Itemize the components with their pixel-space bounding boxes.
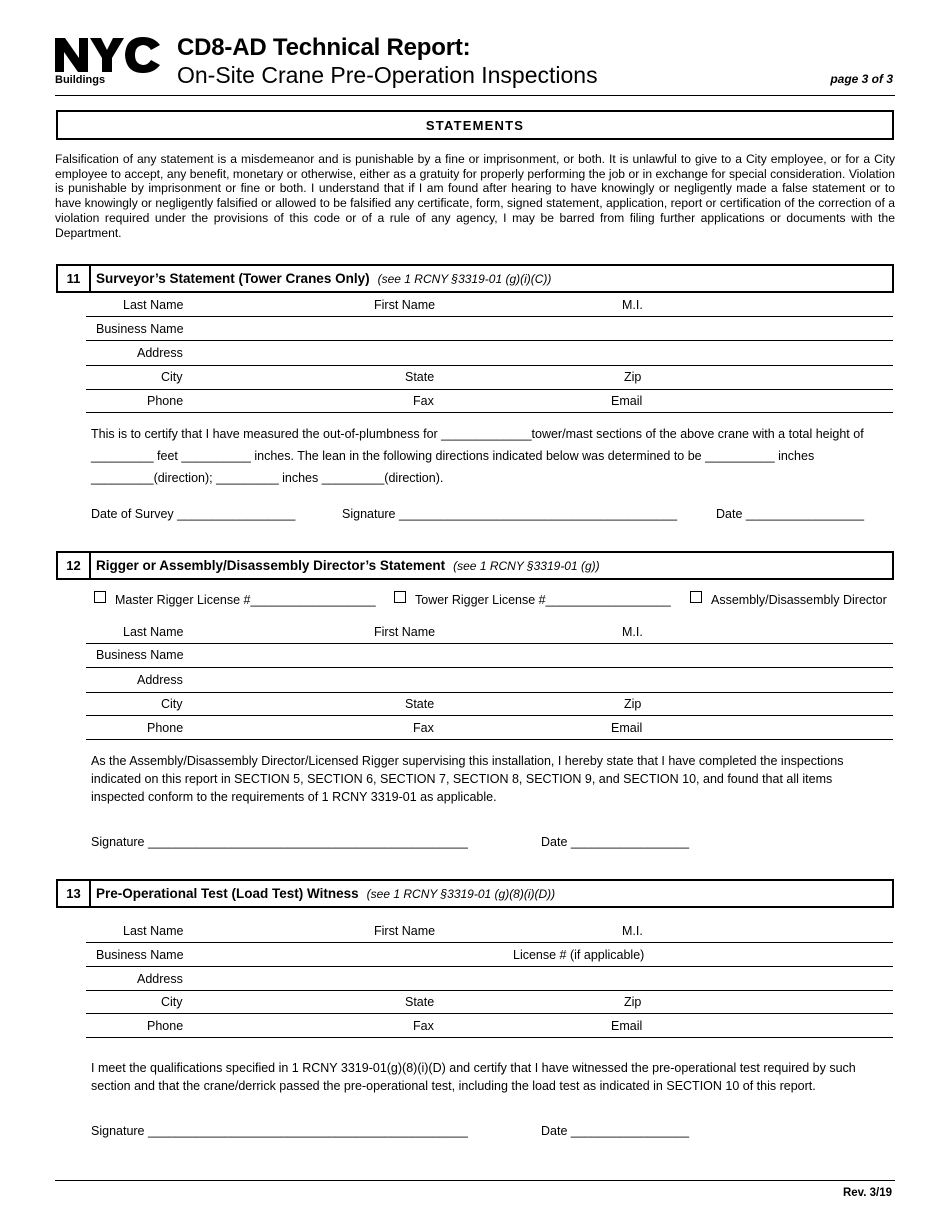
address-label: Address <box>137 673 183 687</box>
section-13-header <box>56 879 894 908</box>
email-label: Email <box>611 1019 643 1033</box>
signature-field[interactable]: Signature ______________________________________________ <box>91 835 468 849</box>
field-line[interactable] <box>86 990 893 991</box>
witness-statement: I meet the qualifications specified in 1 RCNY 3319-01(g)(8)(i)(D) and certify that I have witnessed the pre-operational test required by such section and that the crane/derrick passed the pre-operational test, including the load test as indicated in SECTION 10 of this report. <box>91 1061 856 1093</box>
field-line[interactable] <box>86 412 893 413</box>
header-divider <box>55 95 895 96</box>
state-label: State <box>405 697 435 711</box>
phone-label: Phone <box>147 1019 184 1033</box>
mi-label: M.I. <box>622 625 643 639</box>
section-11-header <box>56 264 894 293</box>
address-label: Address <box>137 972 183 986</box>
page-number: page 3 of 3 <box>830 72 893 86</box>
section-number: 12 <box>58 553 91 578</box>
tower-rigger-checkbox[interactable] <box>394 591 406 603</box>
first-name-label: First Name <box>374 924 436 938</box>
date-field[interactable]: Date _________________ <box>716 507 865 521</box>
fax-label: Fax <box>413 721 434 735</box>
zip-label: Zip <box>624 697 642 711</box>
phone-label: Phone <box>147 721 184 735</box>
zip-label: Zip <box>624 995 642 1009</box>
field-line[interactable] <box>86 365 893 366</box>
section-title: Surveyor’s Statement (Tower Cranes Only) <box>96 271 370 286</box>
fax-label: Fax <box>413 394 434 408</box>
master-rigger-label: Master Rigger License #__________________ <box>115 593 376 607</box>
section-number: 11 <box>58 266 91 291</box>
business-name-label: Business Name <box>96 648 184 662</box>
certification-line-3: _________(direction); _________ inches _________(direction). <box>91 471 444 485</box>
section-title: Pre-Operational Test (Load Test) Witness <box>96 886 359 901</box>
license-label: License # (if applicable) <box>513 948 645 962</box>
page-title: CD8-AD Technical Report: <box>177 34 471 61</box>
mi-label: M.I. <box>622 924 643 938</box>
fax-label: Fax <box>413 1019 434 1033</box>
rigger-statement: As the Assembly/Disassembly Director/Licensed Rigger supervising this installation, I hereby state that I have completed the inspections indicated on this report in SECTION 5, SECTION 6, SECTION 7, SECTION 8, SECTION 9, and SECTION 10, and found that all items inspected conform to the requirements of 1 RCNY 3319-01 as applicable. <box>91 754 844 804</box>
certification-line-2: _________ feet __________ inches. The lean in the following directions indicated below was determined to be __________ inches <box>91 449 815 463</box>
phone-label: Phone <box>147 394 184 408</box>
field-line[interactable] <box>86 715 893 716</box>
page-subtitle: On-Site Crane Pre-Operation Inspections <box>177 62 598 88</box>
date-of-survey-field[interactable]: Date of Survey _________________ <box>91 507 296 521</box>
field-line[interactable] <box>86 316 893 317</box>
logo-subtext: Buildings <box>55 74 106 86</box>
section-title: Rigger or Assembly/Disassembly Director’s Statement <box>96 558 446 573</box>
signature-field[interactable]: Signature ________________________________________ <box>342 507 678 521</box>
section-reference: (see 1 RCNY §3319-01 (g)(i)(C)) <box>377 271 552 286</box>
city-label: City <box>161 697 183 711</box>
assembly-director-checkbox[interactable] <box>690 591 702 603</box>
tower-rigger-label: Tower Rigger License #__________________ <box>415 593 671 607</box>
revision-label: Rev. 3/19 <box>842 1187 892 1199</box>
field-line[interactable] <box>86 340 893 341</box>
business-name-label: Business Name <box>96 948 184 962</box>
legal-notice: Falsification of any statement is a misdemeanor and is punishable by a fine or imprisonment, or both. It is unlawful to give to a City employee, or for a City employee to accept, any benefit, monetary or otherwise, either as a gratuity for properly performing the job or in exchange for special consideration. Violation is punishable by imprisonment or fine or both. I understand that if I am found after hearing to have knowingly or negligently made a false statement or to have knowingly or negligently falsified or allowed to be falsified any certificate, form, signed statement, application, report or certification of the correction of a violation required under the provisions of this code or of a rule of any agency, I may be barred from filing further applications or documents with the Department. <box>55 152 895 240</box>
last-name-label: Last Name <box>123 924 184 938</box>
certification-line-1: This is to certify that I have measured the out-of-plumbness for _____________tower/mast sections of the above crane with a total height of <box>91 427 864 441</box>
first-name-label: First Name <box>374 625 436 639</box>
signature-field[interactable]: Signature ______________________________________________ <box>91 1124 468 1138</box>
business-name-label: Business Name <box>96 322 184 336</box>
footer-divider <box>55 1180 895 1181</box>
field-line[interactable] <box>86 643 893 644</box>
section-reference: (see 1 RCNY §3319-01 (g)) <box>453 558 600 573</box>
state-label: State <box>405 995 435 1009</box>
city-label: City <box>161 995 183 1009</box>
date-field[interactable]: Date _________________ <box>541 1124 690 1138</box>
field-line[interactable] <box>86 739 893 740</box>
state-label: State <box>405 370 435 384</box>
mi-label: M.I. <box>622 298 643 312</box>
field-line[interactable] <box>86 966 893 967</box>
city-label: City <box>161 370 183 384</box>
email-label: Email <box>611 721 643 735</box>
date-field[interactable]: Date _________________ <box>541 835 690 849</box>
field-line[interactable] <box>86 1013 893 1014</box>
email-label: Email <box>611 394 643 408</box>
field-line[interactable] <box>86 389 893 390</box>
first-name-label: First Name <box>374 298 436 312</box>
last-name-label: Last Name <box>123 625 184 639</box>
field-line[interactable] <box>86 667 893 668</box>
section-12-header <box>56 551 894 580</box>
section-number: 13 <box>58 881 91 906</box>
section-reference: (see 1 RCNY §3319-01 (g)(8)(i)(D)) <box>366 886 556 901</box>
last-name-label: Last Name <box>123 298 184 312</box>
assembly-director-label: Assembly/Disassembly Director <box>711 593 887 607</box>
zip-label: Zip <box>624 370 642 384</box>
master-rigger-checkbox[interactable] <box>94 591 106 603</box>
field-line[interactable] <box>86 1037 893 1038</box>
address-label: Address <box>137 346 183 360</box>
field-line[interactable] <box>86 942 893 943</box>
statements-heading: STATEMENTS <box>56 110 894 140</box>
field-line[interactable] <box>86 692 893 693</box>
